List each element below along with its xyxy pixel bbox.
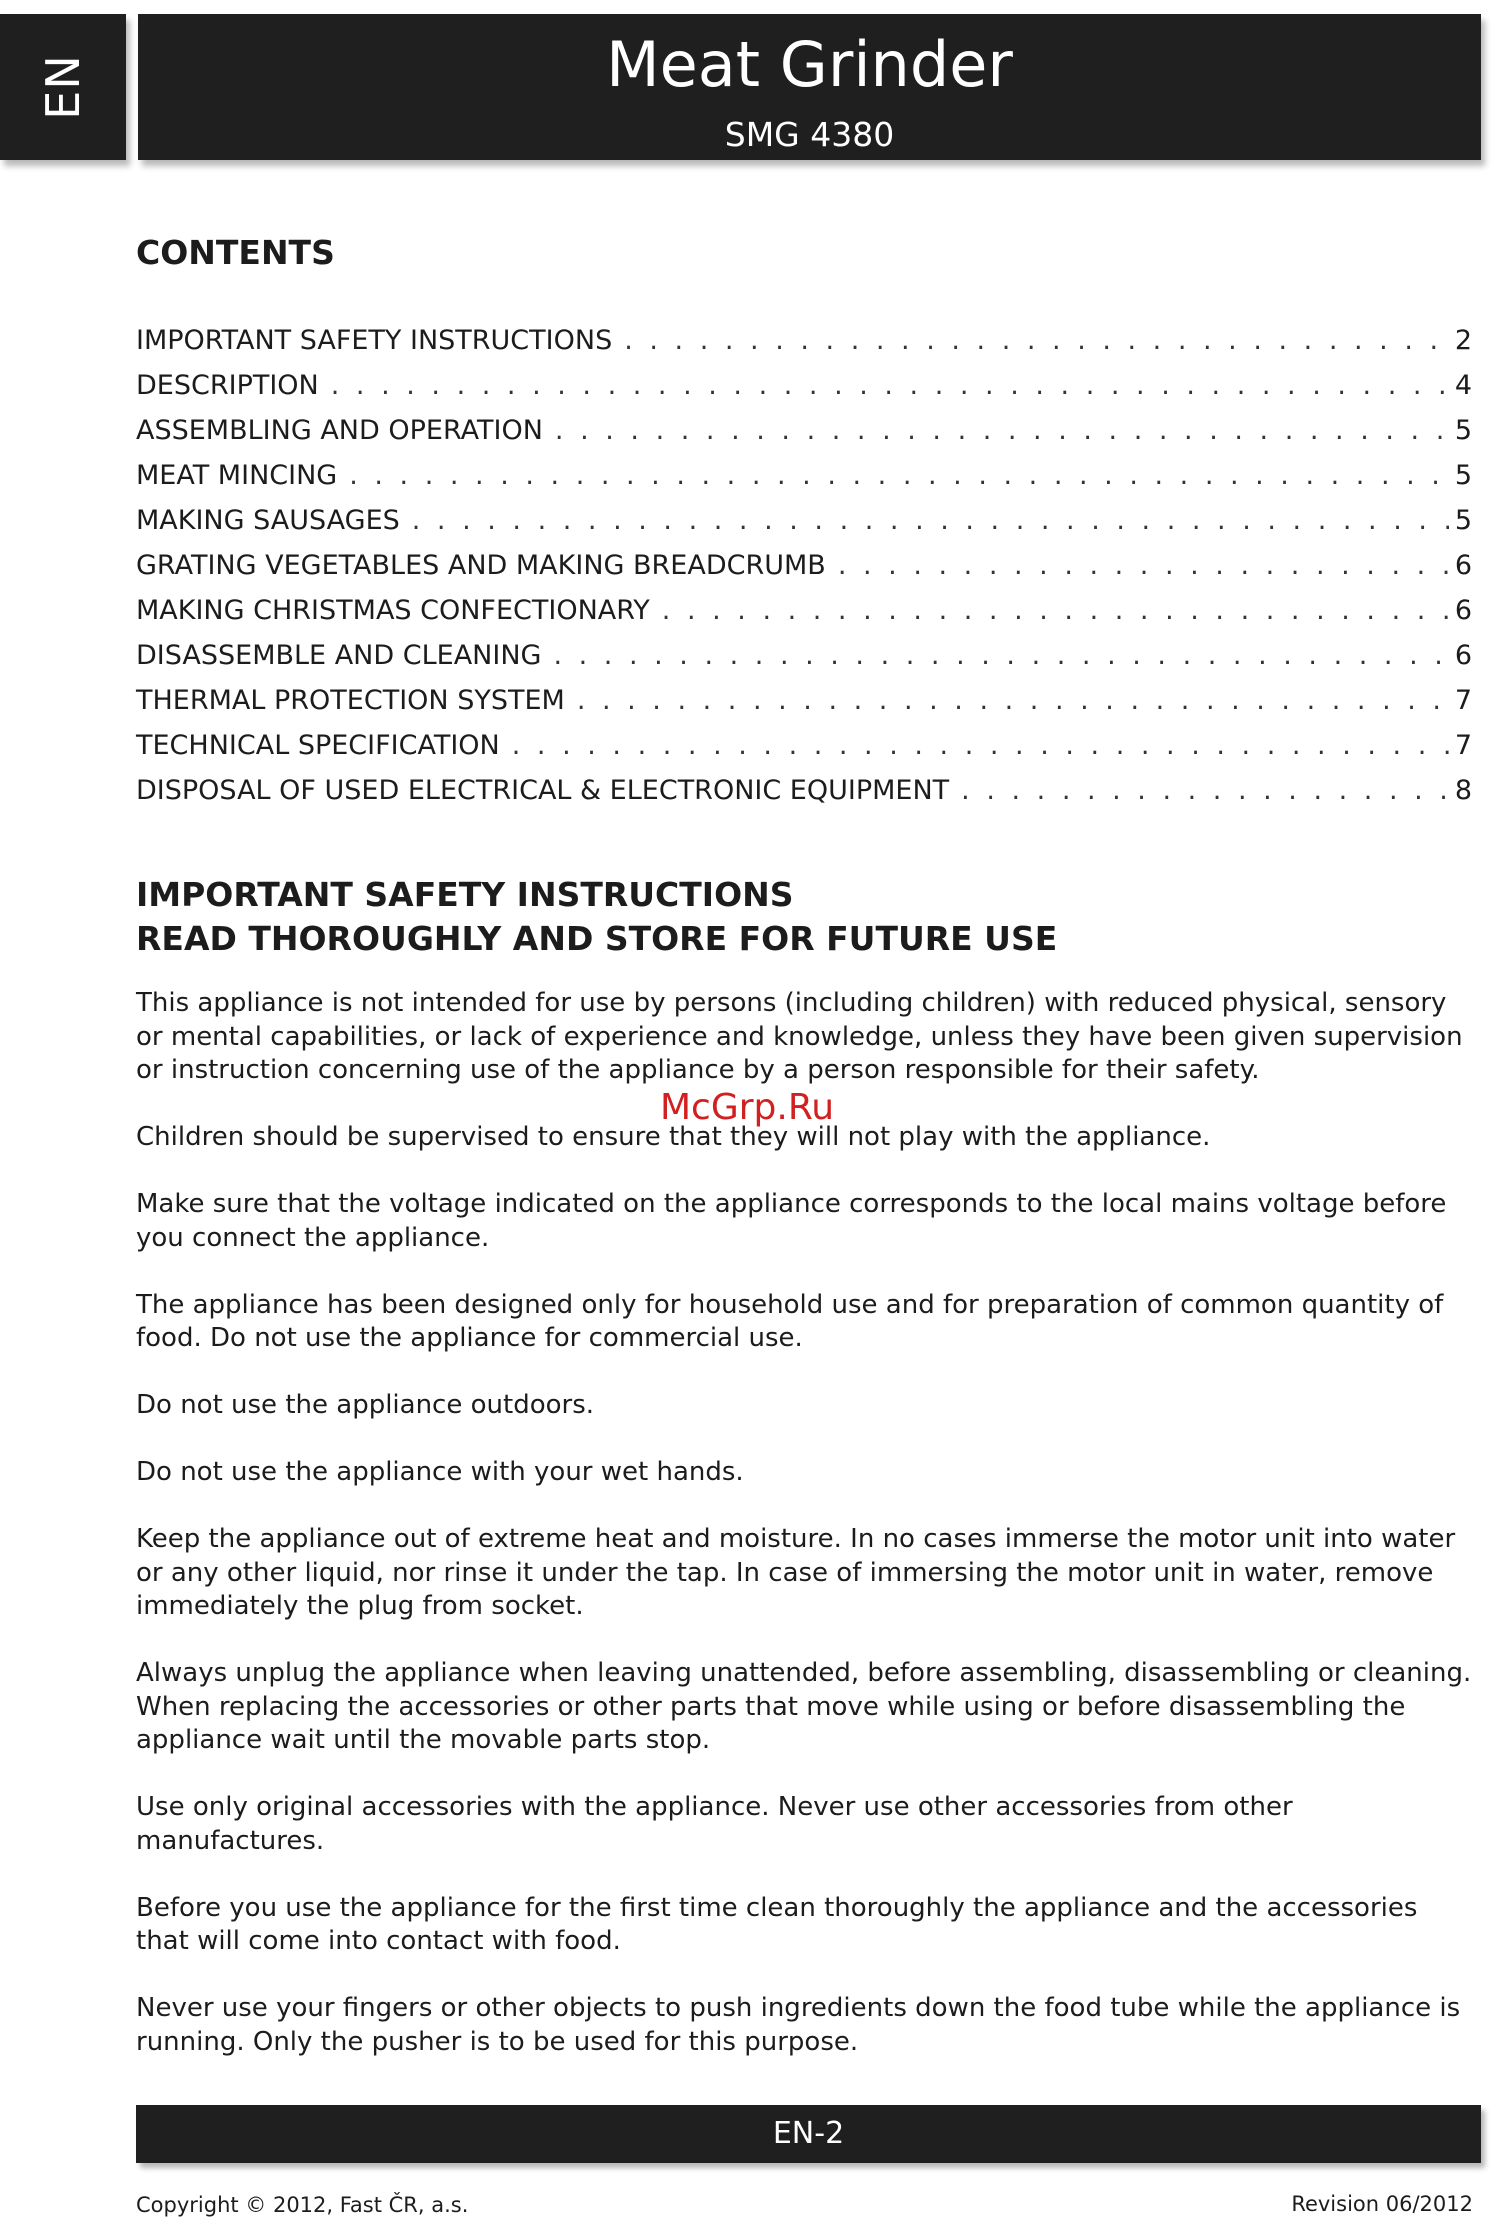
toc-leader-dots — [577, 678, 1449, 723]
safety-paragraph: The appliance has been designed only for household use and for preparation of common quantity of food. Do not use the appliance for commercial use. — [136, 1289, 1444, 1353]
contents-heading: CONTENTS — [136, 233, 335, 272]
revision: Revision 06/2012 — [1291, 2192, 1473, 2216]
watermark: McGrp.Ru — [660, 1087, 835, 1128]
toc-label: THERMAL PROTECTION SYSTEM — [136, 685, 565, 716]
toc-leader-dots — [624, 318, 1449, 363]
toc-leader-dots — [555, 408, 1449, 453]
safety-paragraph: Do not use the appliance outdoors. — [136, 1390, 595, 1420]
language-label: EN — [36, 54, 90, 120]
toc-leader-dots — [349, 453, 1449, 498]
toc-row[interactable] — [136, 363, 1472, 408]
safety-paragraph: Do not use the appliance with your wet hands. — [136, 1457, 744, 1487]
safety-heading-line-1: IMPORTANT SAFETY INSTRUCTIONS — [136, 875, 794, 914]
toc-row[interactable] — [136, 453, 1472, 498]
table-of-contents — [136, 318, 1472, 813]
safety-paragraph: Before you use the appliance for the first time clean thoroughly the appliance and the accessories that will come into contact with food. — [136, 1892, 1418, 1956]
toc-page-number: 8 — [1454, 775, 1472, 806]
toc-leader-dots — [412, 498, 1449, 543]
toc-leader-dots — [331, 363, 1449, 408]
toc-row[interactable] — [136, 723, 1472, 768]
page-title: Meat Grinder — [606, 28, 1013, 101]
safety-paragraph: Always unplug the appliance when leaving unattended, before assembling, disassembling or cleaning. When replacing the accessories or other parts that move while using or before disassembling the appliance wait until the movable parts stop. — [136, 1658, 1472, 1755]
toc-leader-dots — [662, 588, 1449, 633]
header-bar — [138, 14, 1481, 160]
toc-page-number: 7 — [1454, 685, 1472, 716]
toc-label: TECHNICAL SPECIFICATION — [136, 730, 500, 761]
toc-page-number: 6 — [1454, 550, 1472, 581]
safety-paragraph: This appliance is not intended for use by persons (including children) with reduced physical, sensory or mental capabilities, or lack of experience and knowledge, unless they have been given supervision or instruction concerning use of the appliance by a person responsible for their safety. — [136, 988, 1463, 1085]
toc-label: MAKING SAUSAGES — [136, 505, 400, 536]
safety-heading-line-2: READ THOROUGHLY AND STORE FOR FUTURE USE — [136, 919, 1058, 958]
toc-page-number: 4 — [1454, 370, 1472, 401]
footer-bar — [136, 2105, 1481, 2163]
safety-paragraph: Children should be supervised to ensure that they will not play with the appliance. — [136, 1122, 1211, 1152]
toc-page-number: 6 — [1454, 595, 1472, 626]
toc-row[interactable] — [136, 498, 1472, 543]
toc-label: GRATING VEGETABLES AND MAKING BREADCRUMB — [136, 550, 826, 581]
toc-leader-dots — [553, 633, 1448, 678]
page-number: EN-2 — [772, 2116, 845, 2151]
toc-row[interactable] — [136, 588, 1472, 633]
toc-page-number: 7 — [1454, 730, 1472, 761]
model-number: SMG 4380 — [724, 115, 895, 154]
toc-page-number: 5 — [1454, 505, 1472, 536]
safety-paragraph: Use only original accessories with the appliance. Never use other accessories from other manufactures. — [136, 1792, 1293, 1856]
toc-leader-dots — [838, 543, 1449, 588]
toc-label: IMPORTANT SAFETY INSTRUCTIONS — [136, 325, 613, 356]
toc-row[interactable] — [136, 318, 1472, 363]
language-tab — [0, 14, 126, 160]
toc-label: MAKING CHRISTMAS CONFECTIONARY — [136, 595, 650, 626]
toc-row[interactable] — [136, 633, 1472, 678]
toc-leader-dots — [512, 723, 1449, 768]
copyright: Copyright © 2012, Fast ČR, a.s. — [136, 2193, 469, 2217]
toc-label: DISASSEMBLE AND CLEANING — [136, 640, 542, 671]
toc-label: MEAT MINCING — [136, 460, 338, 491]
toc-label: DISPOSAL OF USED ELECTRICAL & ELECTRONIC EQUIPMENT — [136, 775, 950, 806]
toc-page-number: 5 — [1454, 415, 1472, 446]
toc-label: DESCRIPTION — [136, 370, 319, 401]
safety-paragraph: Keep the appliance out of extreme heat and moisture. In no cases immerse the motor unit into water or any other liquid, nor rinse it under the tap. In case of immersing the motor unit in water, remove immediately the plug from socket. — [136, 1524, 1456, 1621]
toc-label: ASSEMBLING AND OPERATION — [136, 415, 543, 446]
toc-leader-dots — [961, 768, 1449, 813]
toc-row[interactable] — [136, 543, 1472, 588]
toc-page-number: 2 — [1454, 325, 1472, 356]
toc-row[interactable] — [136, 408, 1472, 453]
toc-row[interactable] — [136, 678, 1472, 723]
safety-heading — [136, 873, 1057, 961]
safety-paragraph: Make sure that the voltage indicated on the appliance corresponds to the local mains voltage before you connect the appliance. — [136, 1189, 1447, 1253]
safety-body — [136, 987, 1476, 2093]
toc-row[interactable] — [136, 768, 1472, 813]
safety-paragraph: Never use your fingers or other objects to push ingredients down the food tube while the appliance is running. Only the pusher is to be used for this purpose. — [136, 1993, 1461, 2057]
toc-page-number: 5 — [1454, 460, 1472, 491]
toc-page-number: 6 — [1454, 640, 1472, 671]
